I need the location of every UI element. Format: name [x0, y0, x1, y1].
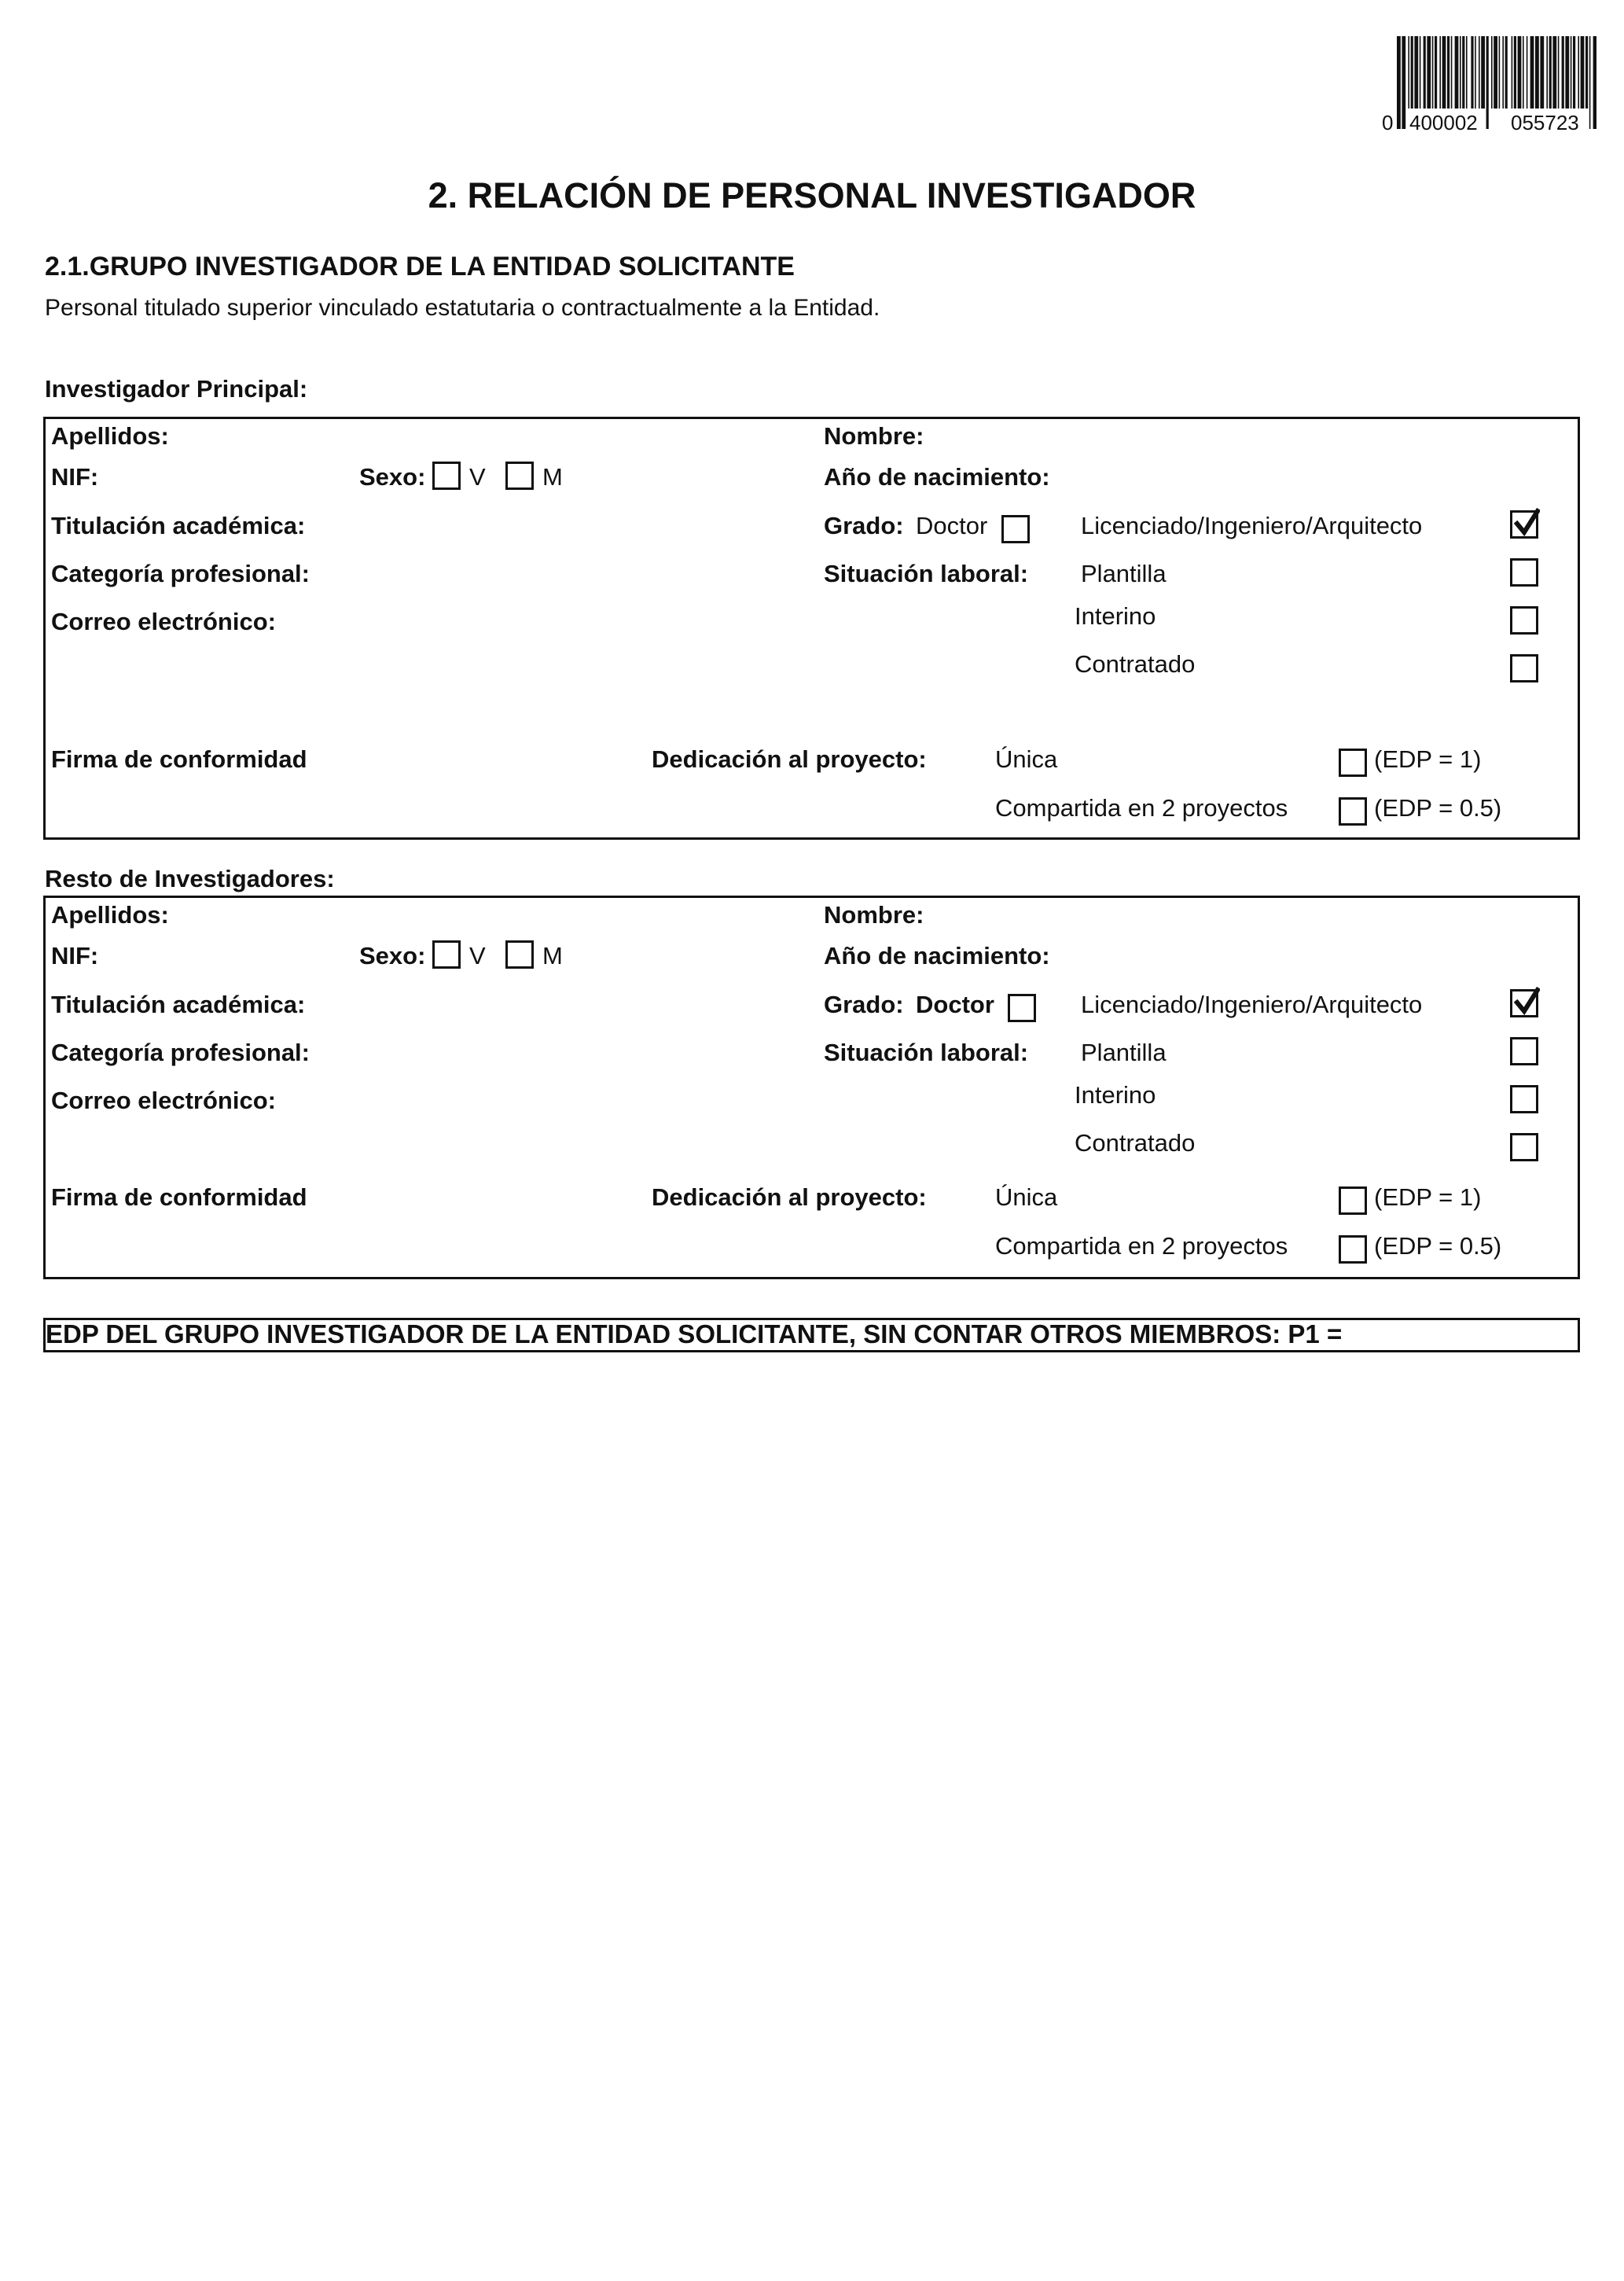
principal-licenciado-checkbox[interactable] — [1510, 510, 1538, 539]
principal-situacion-label: Situación laboral: — [824, 560, 1029, 587]
principal-correo-label: Correo electrónico: — [51, 608, 276, 635]
principal-anio-label: Año de nacimiento: — [824, 463, 1050, 491]
resto-grado-label: Grado: — [824, 991, 904, 1018]
principal-interino-label: Interino — [1075, 602, 1156, 630]
resto-titulacion-label: Titulación académica: — [51, 991, 306, 1018]
resto-situacion-label: Situación laboral: — [824, 1039, 1029, 1066]
principal-sexo-v-checkbox[interactable] — [432, 462, 461, 490]
resto-contratado-checkbox[interactable] — [1510, 1133, 1538, 1161]
resto-licenciado-label: Licenciado/Ingeniero/Arquitecto — [1081, 991, 1423, 1018]
principal-grado-label: Grado: — [824, 512, 904, 539]
principal-firma-label: Firma de conformidad — [51, 745, 307, 773]
resto-compartida-label: Compartida en 2 proyectos — [995, 1232, 1288, 1260]
principal-sexo-label: Sexo: — [359, 463, 426, 491]
principal-unica-checkbox[interactable] — [1339, 749, 1367, 777]
principal-compartida-checkbox[interactable] — [1339, 797, 1367, 826]
resto-sexo-label: Sexo: — [359, 942, 426, 969]
checkmark-icon — [1513, 987, 1540, 1017]
principal-sexo-m-checkbox[interactable] — [505, 462, 534, 490]
resto-unica-checkbox[interactable] — [1339, 1186, 1367, 1215]
resto-edp05-label: (EDP = 0.5) — [1374, 1232, 1502, 1260]
principal-titulacion-label: Titulación académica: — [51, 512, 306, 539]
principal-nombre-label: Nombre: — [824, 422, 924, 450]
principal-contratado-label: Contratado — [1075, 650, 1196, 678]
resto-plantilla-checkbox[interactable] — [1510, 1037, 1538, 1065]
principal-doctor-label: Doctor — [916, 512, 988, 539]
resto-correo-label: Correo electrónico: — [51, 1087, 276, 1114]
barcode-number-left: 0 — [1382, 111, 1394, 134]
principal-compartida-label: Compartida en 2 proyectos — [995, 794, 1288, 822]
principal-contratado-checkbox[interactable] — [1510, 654, 1538, 682]
principal-edp1-label: (EDP = 1) — [1374, 745, 1482, 773]
principal-categoria-label: Categoría profesional: — [51, 560, 310, 587]
resto-sexo-m-checkbox[interactable] — [505, 940, 534, 969]
principal-plantilla-checkbox[interactable] — [1510, 558, 1538, 587]
resto-dedicacion-label: Dedicación al proyecto: — [652, 1183, 927, 1211]
principal-plantilla-label: Plantilla — [1081, 560, 1167, 587]
principal-sexo-v-label: V — [469, 463, 486, 491]
resto-plantilla-label: Plantilla — [1081, 1039, 1167, 1066]
resto-interino-checkbox[interactable] — [1510, 1085, 1538, 1113]
resto-unica-label: Única — [995, 1183, 1058, 1211]
resto-sexo-m-label: M — [542, 942, 563, 969]
resto-interino-label: Interino — [1075, 1081, 1156, 1109]
section-heading: 2.1.GRUPO INVESTIGADOR DE LA ENTIDAD SOLICITANTE — [45, 252, 795, 281]
principal-sexo-m-label: M — [542, 463, 563, 491]
resto-anio-label: Año de nacimiento: — [824, 942, 1050, 969]
barcode-number-right: 055723 — [1511, 111, 1579, 134]
resto-licenciado-checkbox[interactable] — [1510, 989, 1538, 1017]
resto-firma-label: Firma de conformidad — [51, 1183, 307, 1211]
principal-interino-checkbox[interactable] — [1510, 606, 1538, 635]
resto-sexo-v-label: V — [469, 942, 486, 969]
barcode-number-mid: 400002 — [1409, 111, 1478, 134]
checkmark-icon — [1513, 508, 1540, 538]
principal-heading: Investigador Principal: — [45, 375, 308, 403]
page-title: 2. RELACIÓN DE PERSONAL INVESTIGADOR — [428, 175, 1196, 215]
footer-text: EDP DEL GRUPO INVESTIGADOR DE LA ENTIDAD SOLICITANTE, SIN CONTAR OTROS MIEMBROS: P1 = — [46, 1319, 1343, 1348]
resto-sexo-v-checkbox[interactable] — [432, 940, 461, 969]
resto-doctor-checkbox[interactable] — [1008, 994, 1036, 1022]
resto-doctor-label: Doctor — [916, 991, 994, 1018]
principal-unica-label: Única — [995, 745, 1058, 773]
resto-apellidos-label: Apellidos: — [51, 901, 169, 929]
principal-nif-label: NIF: — [51, 463, 99, 491]
principal-dedicacion-label: Dedicación al proyecto: — [652, 745, 927, 773]
resto-nombre-label: Nombre: — [824, 901, 924, 929]
resto-nif-label: NIF: — [51, 942, 99, 969]
resto-contratado-label: Contratado — [1075, 1129, 1196, 1157]
section-description: Personal titulado superior vinculado estatutaria o contractualmente a la Entidad. — [45, 295, 880, 321]
principal-licenciado-label: Licenciado/Ingeniero/Arquitecto — [1081, 512, 1423, 539]
resto-compartida-checkbox[interactable] — [1339, 1235, 1367, 1264]
principal-edp05-label: (EDP = 0.5) — [1374, 794, 1502, 822]
resto-edp1-label: (EDP = 1) — [1374, 1183, 1482, 1211]
principal-apellidos-label: Apellidos: — [51, 422, 169, 450]
resto-categoria-label: Categoría profesional: — [51, 1039, 310, 1066]
resto-heading: Resto de Investigadores: — [45, 865, 335, 892]
principal-doctor-checkbox[interactable] — [1001, 515, 1030, 543]
